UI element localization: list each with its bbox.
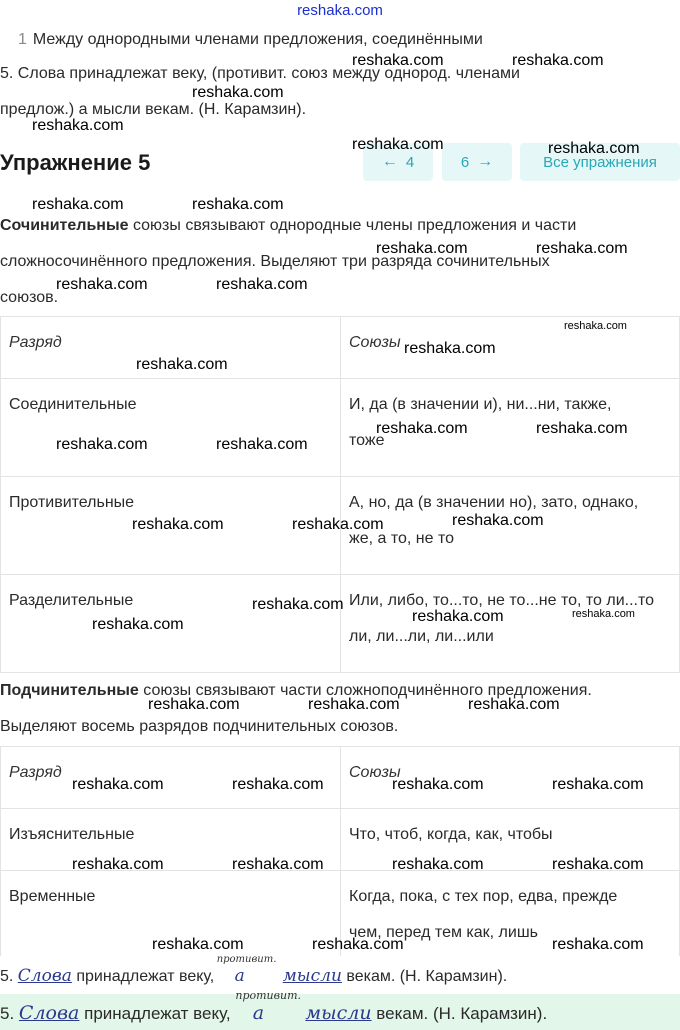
watermark: reshaka.com	[468, 696, 560, 713]
all-exercises-label: Все упражнения	[543, 153, 657, 171]
next-exercise-button[interactable]	[442, 143, 512, 181]
answer-line-2: предлож.) а мысли векам. (Н. Карамзин).	[0, 101, 307, 118]
list-item-text: Между однородными членами предложения, соединёнными	[32, 31, 483, 48]
subject-word: мысли	[282, 966, 342, 986]
watermark: reshaka.com	[232, 776, 324, 793]
table-cell-type: Соединительные	[1, 379, 341, 477]
table-cell-conjunctions: А, но, да (в значении но), зато, однако, же, а то, не то	[341, 477, 680, 575]
list-item-1	[18, 31, 483, 49]
arrow-right-icon: →	[477, 153, 494, 170]
page-title: Упражнение 5	[0, 150, 151, 175]
watermark: reshaka.com	[148, 696, 240, 713]
next-exercise-label: 6	[460, 153, 470, 171]
watermark: reshaka.com	[136, 356, 228, 373]
table-cell-conjunctions: Или, либо, то...то, не то...не то, то ли...то ли, ли...ли, ли...или	[341, 575, 680, 673]
prev-exercise-label: 4	[405, 153, 415, 171]
coord-intro-line-1	[0, 217, 680, 235]
sub-intro-rest: союзы связывают части сложноподчинённого предложения.	[138, 682, 592, 699]
annotation-note: противит.	[216, 954, 277, 965]
watermark: reshaka.com	[216, 276, 308, 293]
annotation-note: противит.	[235, 989, 302, 1002]
watermark: reshaka.com	[56, 436, 148, 453]
table-cell-type: Временные	[1, 871, 341, 971]
watermark: reshaka.com	[376, 240, 468, 257]
table-header-cell: Союзы	[341, 317, 680, 379]
watermark: reshaka.com	[72, 856, 164, 873]
conjunction-word: а	[234, 966, 245, 986]
watermark: reshaka.com	[536, 240, 628, 257]
watermark: reshaka.com	[72, 776, 164, 793]
handwritten-answer-1: 5. Слова принадлежат веку, противит. а мысли векам. (Н. Карамзин).	[0, 954, 508, 986]
watermark: reshaka.com	[552, 936, 644, 953]
watermark: reshaka.com	[572, 608, 635, 620]
watermark: reshaka.com	[376, 420, 468, 437]
watermark: reshaka.com	[312, 936, 404, 953]
watermark: reshaka.com	[512, 52, 604, 69]
watermark: reshaka.com	[548, 140, 640, 157]
watermark: reshaka.com	[132, 516, 224, 533]
subject-word: Слова	[17, 966, 72, 986]
table-cell-type: Разделительные	[1, 575, 341, 673]
table-header-cell: Союзы	[341, 747, 680, 809]
watermark: reshaka.com	[392, 856, 484, 873]
list-item-number: 1	[18, 31, 27, 48]
table-cell-type: Противительные	[1, 477, 341, 575]
watermark: reshaka.com	[552, 776, 644, 793]
watermark: reshaka.com	[56, 276, 148, 293]
sub-intro-bold: Подчинительные	[0, 682, 139, 699]
watermark: reshaka.com	[412, 608, 504, 625]
sub-intro-line-2: Выделяют восемь разрядов подчинительных союзов.	[0, 718, 399, 735]
coord-intro-line-2: сложносочинённого предложения. Выделяют три разряда сочинительных	[0, 253, 550, 270]
watermark: reshaka.com	[192, 196, 284, 213]
coord-intro-rest: союзы связывают однородные члены предложения и части	[128, 217, 577, 234]
table-header-cell: Разряд	[1, 317, 341, 379]
watermark: reshaka.com	[252, 596, 344, 613]
watermark: reshaka.com	[152, 936, 244, 953]
subject-word: Слова	[18, 1002, 80, 1024]
coord-intro-line-3: союзов.	[0, 289, 59, 306]
watermark: reshaka.com	[452, 512, 544, 529]
site-header-logo[interactable]: reshaka.com	[297, 2, 383, 19]
watermark: reshaka.com	[308, 696, 400, 713]
conjunction-word: а	[252, 1002, 265, 1024]
arrow-left-icon: ←	[381, 153, 398, 170]
watermark: reshaka.com	[404, 340, 496, 357]
watermark: reshaka.com	[564, 320, 627, 332]
watermark: reshaka.com	[216, 436, 308, 453]
watermark: reshaka.com	[92, 616, 184, 633]
watermark: reshaka.com	[352, 52, 444, 69]
subject-word: мысли	[305, 1002, 372, 1024]
watermark: reshaka.com	[32, 196, 124, 213]
coord-intro-bold: Сочинительные	[0, 217, 129, 234]
watermark: reshaka.com	[536, 420, 628, 437]
table-cell-conjunctions: Когда, пока, с тех пор, едва, прежде чем, перед тем как, лишь	[341, 871, 680, 971]
watermark: reshaka.com	[232, 856, 324, 873]
watermark: reshaka.com	[32, 117, 124, 134]
table-cell-conjunctions: Что, чтоб, когда, как, чтобы	[341, 809, 680, 871]
handwritten-answer-2: 5. Слова принадлежат веку, противит. а мысли векам. (Н. Карамзин).	[0, 989, 548, 1024]
watermark: reshaka.com	[292, 516, 384, 533]
watermark: reshaka.com	[392, 776, 484, 793]
table-cell-conjunctions: И, да (в значении и), ни...ни, также, тоже	[341, 379, 680, 477]
table-header-cell: Разряд	[1, 747, 341, 809]
table-cell-type: Изъяснительные	[1, 809, 341, 871]
watermark: reshaka.com	[352, 136, 444, 153]
watermark: reshaka.com	[552, 856, 644, 873]
watermark: reshaka.com	[192, 84, 284, 101]
answer-line-1: 5. Слова принадлежат веку, (противит. союз между однород. членами	[0, 65, 520, 82]
